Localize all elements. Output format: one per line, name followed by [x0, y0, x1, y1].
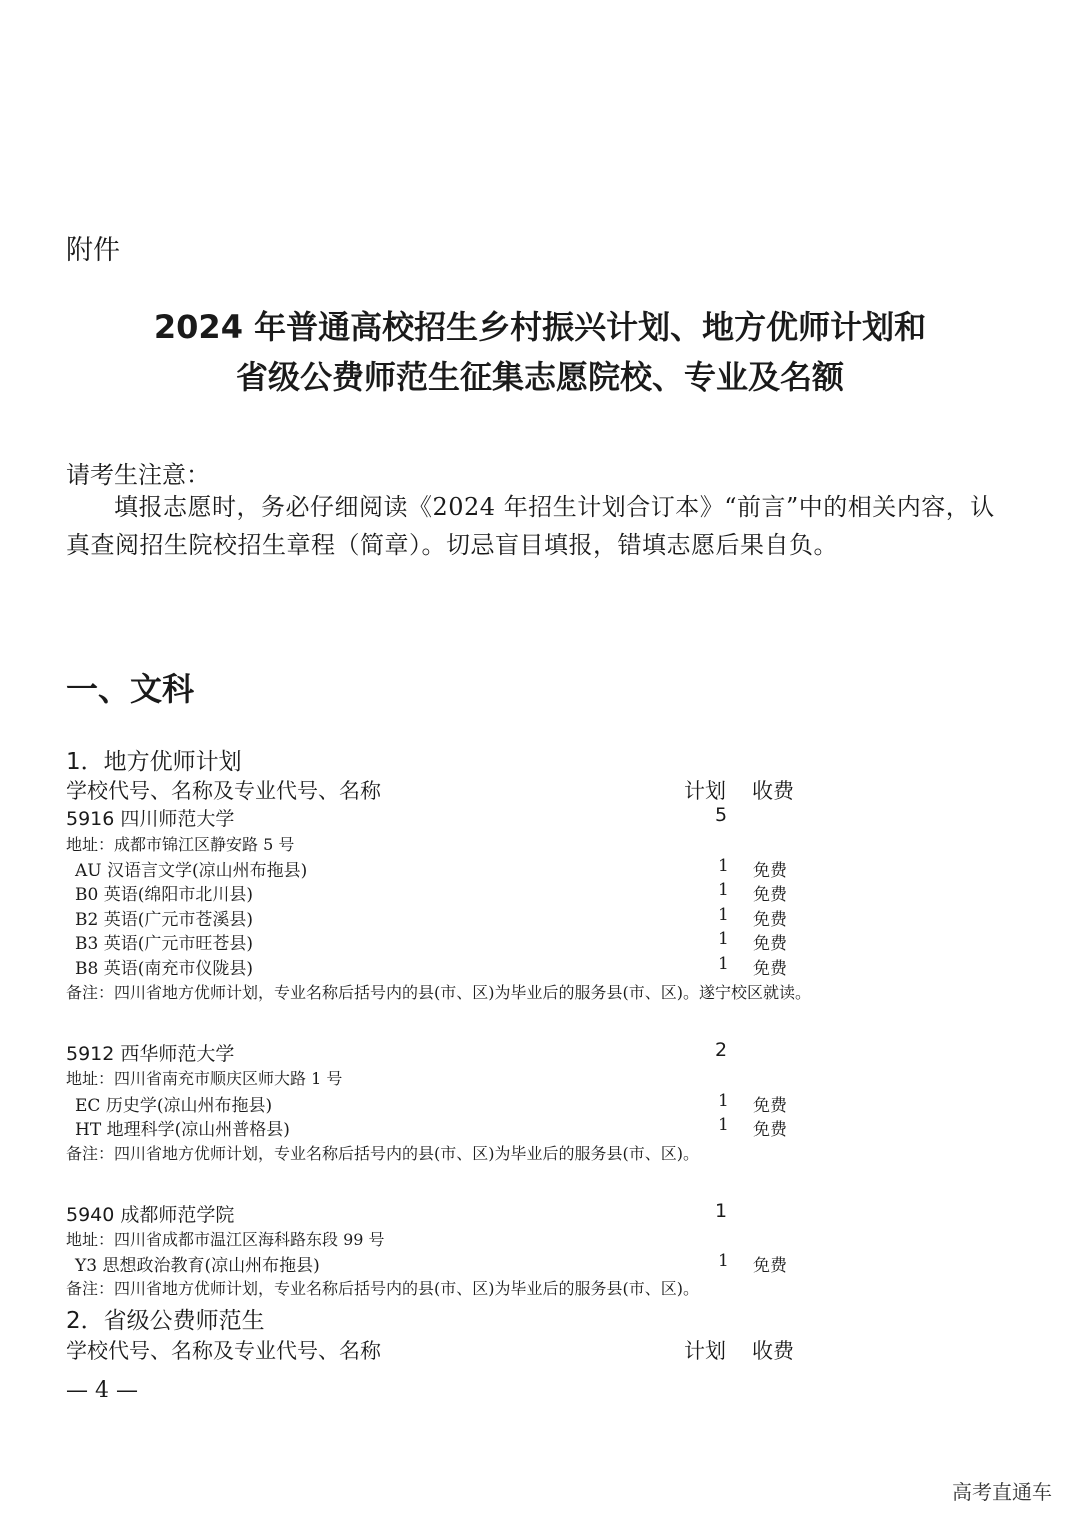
column-header-plan: 计划	[684, 779, 726, 803]
major-plan: 1	[718, 1091, 729, 1111]
major-plan: 1	[718, 1251, 729, 1271]
school-plan: 2	[715, 1039, 728, 1061]
column-header-fee: 收费	[752, 1339, 794, 1363]
column-header-fee: 收费	[752, 779, 794, 803]
notice-body: 填报志愿时，务必仔细阅读《2024 年招生计划合订本》“前言”中的相关内容，认真查阅招生院校招生章程（简章）。切忌盲目填报，错填志愿后果自负。	[66, 493, 995, 559]
school-name: 5912 西华师范大学	[66, 1043, 235, 1065]
major-row: B2 英语(广元市苍溪县)	[75, 910, 253, 930]
school-note: 备注：四川省地方优师计划，专业名称后括号内的县(市、区)为毕业后的服务县(市、区)。遂宁校区就读。	[66, 983, 811, 1002]
school-plan: 5	[715, 804, 728, 826]
column-header-school-major: 学校代号、名称及专业代号、名称	[66, 779, 381, 803]
major-row: B0 英语(绵阳市北川县)	[75, 885, 253, 905]
major-plan: 1	[718, 880, 729, 900]
school-note: 备注：四川省地方优师计划，专业名称后括号内的县(市、区)为毕业后的服务县(市、区)。	[66, 1279, 699, 1298]
major-row: EC 历史学(凉山州布拖县)	[75, 1096, 273, 1116]
column-header-school-major: 学校代号、名称及专业代号、名称	[66, 1339, 381, 1363]
column-header-plan: 计划	[684, 1339, 726, 1363]
school-note: 备注：四川省地方优师计划，专业名称后括号内的县(市、区)为毕业后的服务县(市、区)。	[66, 1144, 699, 1163]
subsection-title: 2．省级公费师范生	[66, 1308, 265, 1334]
major-plan: 1	[718, 905, 729, 925]
watermark: 高考直通车	[952, 1480, 1052, 1504]
major-fee: 免费	[753, 1120, 787, 1140]
school-plan: 1	[715, 1200, 728, 1222]
school-address: 地址：四川省成都市温江区海科路东段 99 号	[66, 1230, 385, 1249]
major-plan: 1	[718, 856, 729, 876]
major-row: B3 英语(广元市旺苍县)	[75, 934, 253, 954]
major-fee: 免费	[753, 1096, 787, 1116]
section-title-liberal-arts: 一、文科	[66, 670, 195, 708]
major-row: B8 英语(南充市仪陇县)	[75, 959, 253, 979]
major-fee: 免费	[753, 934, 787, 954]
attachment-label: 附件	[66, 235, 120, 266]
major-row: Y3 思想政治教育(凉山州布拖县)	[75, 1256, 320, 1276]
major-row: AU 汉语言文学(凉山州布拖县)	[75, 861, 308, 881]
document-title-line-1: 2024 年普通高校招生乡村振兴计划、地方优师计划和	[153, 308, 927, 346]
school-name: 5940 成都师范学院	[66, 1204, 235, 1226]
major-row: HT 地理科学(凉山州普格县)	[75, 1120, 290, 1140]
document-title-line-2: 省级公费师范生征集志愿院校、专业及名额	[235, 358, 844, 396]
major-fee: 免费	[753, 959, 787, 979]
major-fee: 免费	[753, 885, 787, 905]
major-fee: 免费	[753, 1256, 787, 1276]
major-fee: 免费	[753, 861, 787, 881]
major-fee: 免费	[753, 910, 787, 930]
school-address: 地址：四川省南充市顺庆区师大路 1 号	[66, 1069, 343, 1088]
school-address: 地址：成都市锦江区静安路 5 号	[66, 835, 295, 854]
subsection-title: 1．地方优师计划	[66, 749, 242, 775]
page-number: — 4 —	[66, 1378, 138, 1403]
notice-label: 请考生注意：	[66, 461, 210, 489]
school-name: 5916 四川师范大学	[66, 808, 235, 830]
major-plan: 1	[718, 1115, 729, 1135]
major-plan: 1	[718, 954, 729, 974]
major-plan: 1	[718, 929, 729, 949]
